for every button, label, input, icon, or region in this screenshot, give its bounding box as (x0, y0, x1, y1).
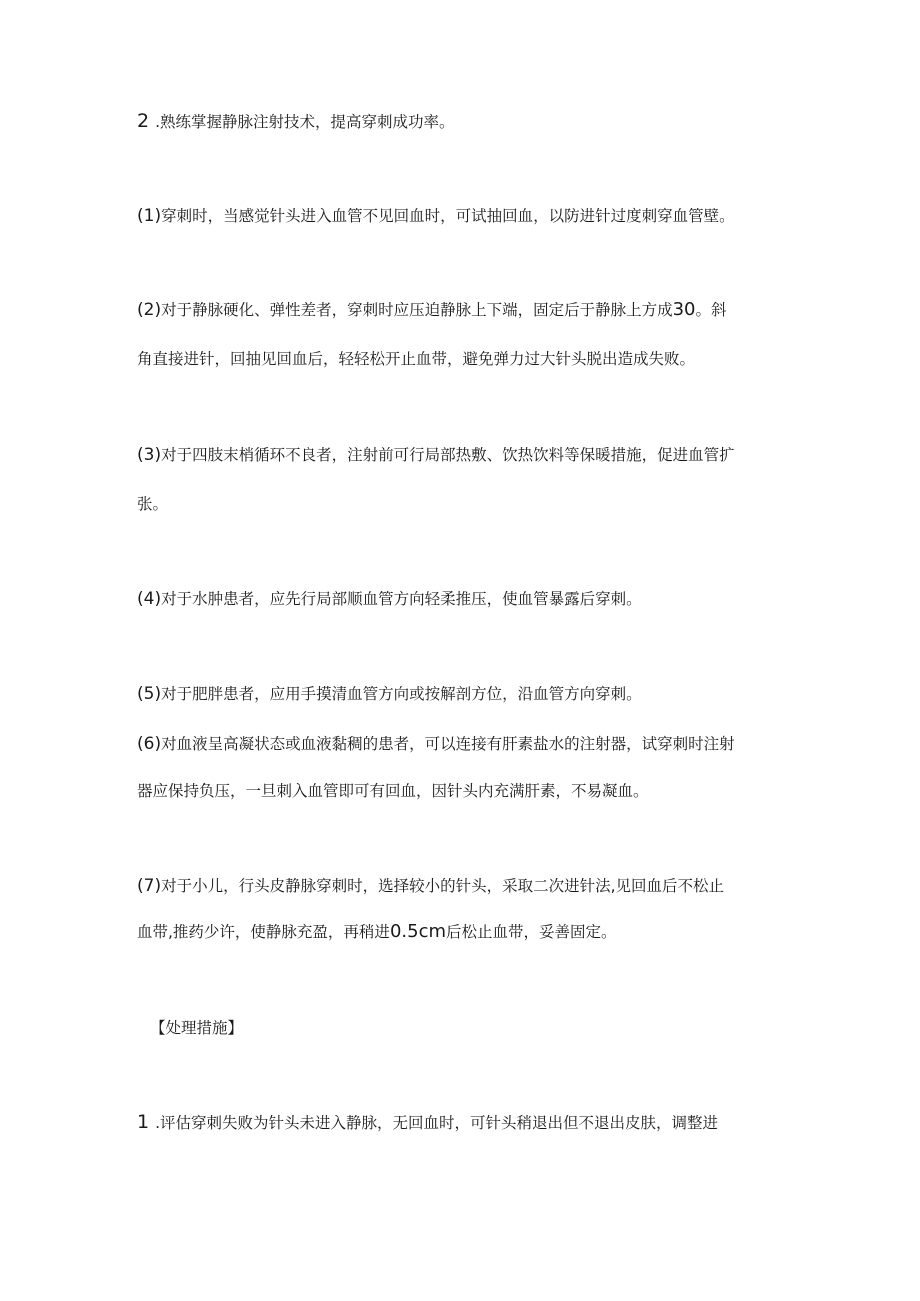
item-text: 器应保持负压，一旦刺入血管即可有回血，因针头内充满肝素，不易凝血。 (137, 782, 649, 800)
item-text: 对于水肿患者，应先行局部顺血管方向轻柔推压，使血管暴露后穿刺。 (161, 590, 642, 608)
paragraph-1 (137, 1111, 718, 1134)
item-text: 张。 (137, 495, 169, 513)
item-marker: (4) (137, 589, 162, 609)
item-text: 角直接进针，回抽见回血后，轻轻松开止血带，避免弹力过大针头脱出造成失败。 (137, 350, 696, 368)
list-item-6-line-1 (137, 733, 735, 755)
paragraph-text: .评估穿刺失败为针头未进入静脉，无回血时，可针头稍退出但不退出皮肤，调整进 (155, 1114, 719, 1132)
item-text: 对于四肢末梢循环不良者，注射前可行局部热敷、饮热饮料等保暖措施，促进血管扩 (161, 446, 735, 464)
item-text: 对于肥胖患者，应用手摸清血管方向或按解剖方位，沿血管方向穿刺。 (161, 685, 642, 703)
item-text: 对血液呈高凝状态或血液黏稠的患者，可以连接有肝素盐水的注射器，试穿刺时注射 (161, 735, 735, 753)
item-number: 30 (672, 299, 696, 320)
item-marker: (7) (137, 876, 162, 896)
item-text: 穿刺时，当感觉针头进入血管不见回血时，可试抽回血，以防进针过度刺穿血管壁。 (161, 207, 735, 225)
item-text: 血带,推药少许，使静脉充盈，再稍进 (137, 923, 390, 941)
item-marker: (2) (137, 300, 162, 320)
list-item-1 (137, 205, 735, 227)
item-marker: (3) (137, 445, 162, 465)
paragraph-number: 2 (137, 110, 150, 132)
item-marker: (6) (137, 734, 162, 754)
paragraph-2 (137, 110, 455, 133)
list-item-2-line-2 (137, 348, 695, 370)
list-item-5 (137, 683, 642, 705)
section-heading: 【处理措施】 (150, 1019, 244, 1037)
list-item-4 (137, 588, 642, 610)
item-text: 对于静脉硬化、弹性差者，穿刺时应压迫静脉上下端，固定后于静脉上方成 (161, 301, 673, 319)
list-item-7-line-2 (137, 921, 617, 943)
list-item-3-line-1 (137, 444, 735, 466)
item-text-tail: 。斜 (695, 301, 727, 319)
list-item-3-line-2 (137, 493, 168, 515)
item-text-tail: 后松止血带，妥善固定。 (446, 923, 617, 941)
list-item-2-line-1 (137, 299, 727, 321)
paragraph-number: 1 (137, 1111, 150, 1133)
list-item-7-line-1 (137, 875, 724, 897)
item-marker: (5) (137, 684, 162, 704)
item-marker: (1) (137, 206, 162, 226)
paragraph-text: .熟练掌握静脉注射技术，提高穿刺成功率。 (155, 113, 455, 131)
item-number: 0.5cm (389, 921, 446, 942)
item-text: 对于小儿，行头皮静脉穿刺时，选择较小的针头，采取二次进针法,见回血后不松止 (161, 877, 725, 895)
list-item-6-line-2 (137, 780, 649, 802)
